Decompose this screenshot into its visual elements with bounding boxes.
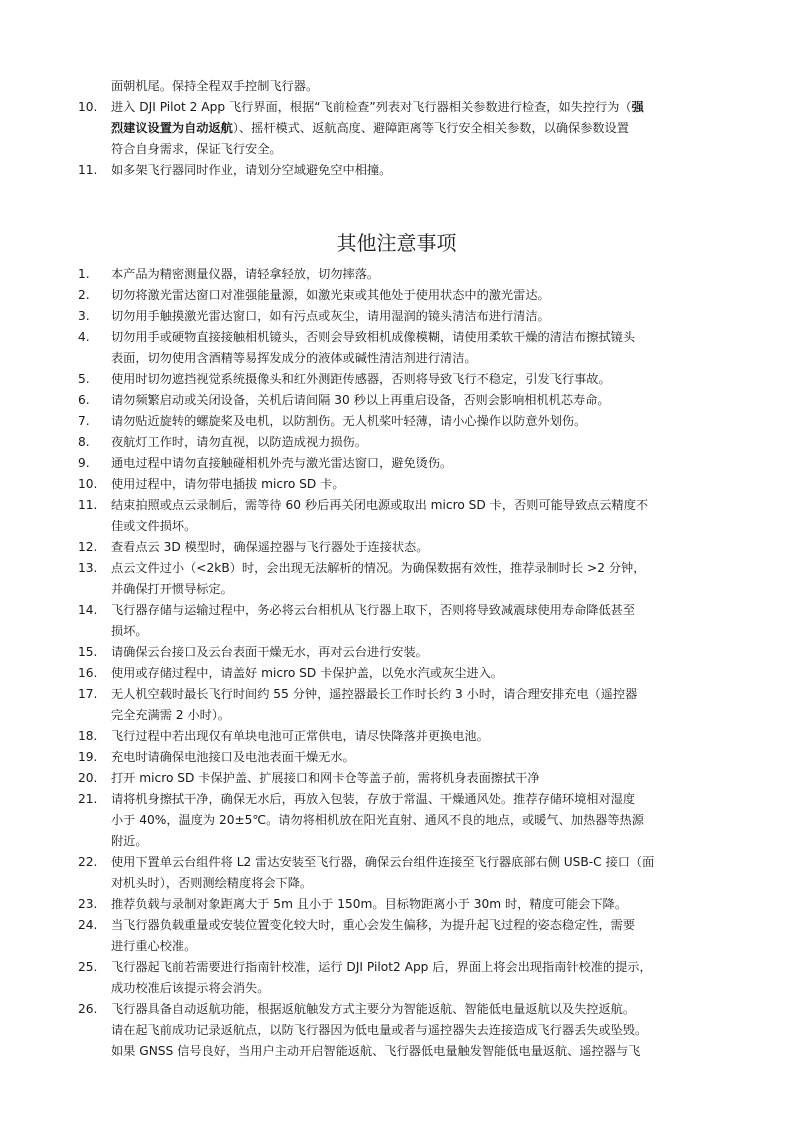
list-item	[78, 663, 728, 684]
list-item	[78, 453, 728, 474]
item-number: 10.	[78, 477, 98, 491]
list-item	[78, 726, 728, 747]
item-text-line: 切勿用手或硬物直接接触相机镜头，否则会导致相机成像模糊，请使用柔软干燥的清洁布擦拭镜头	[111, 330, 636, 344]
item-number: 12.	[78, 540, 98, 554]
item-number: 19.	[78, 750, 98, 764]
item-text	[111, 453, 728, 474]
item-text-line: 对机头时），否则测绘精度将会下降。	[111, 876, 313, 890]
item-text	[111, 306, 728, 327]
item-number: 8.	[78, 435, 90, 449]
item-text-line: 点云文件过小（<2kB）时，会出现无法解析的情况。为确保数据有效性，推荐录制时长 >2 分钟，	[111, 561, 646, 575]
item-number: 7.	[78, 414, 90, 428]
item-text-line: 本产品为精密测量仪器，请轻拿轻放，切勿摔落。	[111, 267, 380, 281]
item-text	[111, 474, 728, 495]
item-text	[111, 495, 728, 537]
item-text-line: 飞行器起飞前若需要进行指南针校准，运行 DJI Pilot2 App 后，界面上将会出现指南针校准的提示，	[111, 960, 652, 974]
item-text	[111, 663, 728, 684]
item-text	[111, 600, 728, 642]
item-text-line: 使用过程中，请勿带电插拔 micro SD 卡。	[111, 477, 345, 491]
item-text	[111, 894, 728, 915]
item-number: 3.	[78, 309, 90, 323]
list-item	[78, 390, 728, 411]
list-item	[78, 852, 728, 894]
bold-text: 烈建议设置为自动返航	[111, 121, 233, 135]
list-item	[78, 369, 728, 390]
list-item	[78, 285, 728, 306]
item-number: 23.	[78, 897, 98, 911]
item-number: 22.	[78, 855, 98, 869]
item-text	[111, 390, 728, 411]
item-text	[111, 642, 728, 663]
item-text-line: 损坏。	[111, 624, 148, 638]
item-text-part: 进入 DJI Pilot 2 App 飞行界面，根据“飞前检查”列表对飞行器相关参数进行检查，如失控行为（	[111, 100, 632, 114]
item-text	[111, 264, 728, 285]
item-number: 9.	[78, 456, 90, 470]
item-text-line: 请将机身擦拭干净，确保无水后，再放入包装，存放于常温、干燥通风处。推荐存储环境相对湿度	[111, 792, 636, 806]
item-number: 2.	[78, 288, 90, 302]
item-text-line: 查看点云 3D 模型时，确保遥控器与飞行器处于连接状态。	[111, 540, 429, 554]
item-text-line: 完全充满需 2 小时）。	[111, 708, 231, 722]
item-text-line: 表面，切勿使用含酒精等易挥发成分的液体或碱性清洁剂进行清洁。	[111, 351, 477, 365]
item-text	[111, 789, 728, 852]
item-number: 10.	[78, 100, 98, 114]
item-9-continuation: 面朝机尾。保持全程双手控制飞行器。	[111, 79, 319, 93]
item-text	[111, 768, 728, 789]
item-number: 18.	[78, 729, 98, 743]
list-item	[78, 411, 728, 432]
item-text-line: 并确保打开惯导标定。	[111, 582, 233, 596]
item-text-line: 充电时请确保电池接口及电池表面干燥无水。	[111, 750, 355, 764]
item-text-line: 无人机空载时最长飞行时间约 55 分钟，遥控器最长工作时长约 3 小时，请合理安排充电（遥控器	[111, 687, 638, 701]
item-number: 17.	[78, 687, 98, 701]
top-list	[78, 76, 718, 181]
list-item	[78, 537, 728, 558]
list-item	[78, 432, 728, 453]
list-item-10	[78, 97, 718, 160]
list-item	[78, 999, 728, 1062]
item-number: 26.	[78, 1002, 98, 1016]
item-text	[111, 999, 728, 1062]
list-item	[78, 642, 728, 663]
list-item	[78, 264, 728, 285]
item-text-line: 推荐负载与录制对象距离大于 5m 且小于 150m。目标物距离小于 30m 时，精度可能会下降。	[111, 897, 627, 911]
item-text	[111, 558, 728, 600]
item-text-line: 使用或存储过程中，请盖好 micro SD 卡保护盖，以免水汽或灰尘进入。	[111, 666, 503, 680]
item-number: 1.	[78, 267, 90, 281]
item-text-line: 飞行器具备自动返航功能，根据返航触发方式主要分为智能返航、智能低电量返航以及失控返航。	[111, 1002, 636, 1016]
list-item	[78, 894, 728, 915]
item-text-part: ）、摇杆模式、返航高度、避障距离等飞行安全相关参数，以确保参数设置	[232, 121, 629, 135]
item-text	[111, 684, 728, 726]
list-item-11	[78, 160, 718, 181]
list-item	[78, 789, 728, 852]
item-text-line: 如果 GNSS 信号良好，当用户主动开启智能返航、飞行器低电量触发智能低电量返航、遥控器与飞	[111, 1044, 641, 1058]
item-text	[111, 537, 728, 558]
item-text-line: 附近。	[111, 834, 148, 848]
item-number: 4.	[78, 330, 90, 344]
item-text	[111, 327, 728, 369]
bold-text: 强	[631, 100, 644, 114]
list-item	[78, 327, 728, 369]
item-text-line: 使用下置单云台组件将 L2 雷达安装至飞行器，确保云台组件连接至飞行器底部右侧 USB-C 接口（面	[111, 855, 655, 869]
list-item	[78, 957, 728, 999]
list-item	[78, 915, 728, 957]
item-text-line: 飞行器存储与运输过程中，务必将云台相机从飞行器上取下，否则将导致减震球使用寿命降低甚至	[111, 603, 636, 617]
item-number: 5.	[78, 372, 90, 386]
precautions-list	[78, 264, 728, 1062]
item-text	[111, 852, 728, 894]
item-text: 如多架飞行器同时作业，请划分空域避免空中相撞。	[111, 163, 392, 177]
list-item	[78, 495, 728, 537]
item-number: 24.	[78, 918, 98, 932]
section-title: 其他注意事项	[336, 231, 457, 255]
item-text	[111, 369, 728, 390]
item-text-line: 通电过程中请勿直接触碰相机外壳与激光雷达窗口，避免烫伤。	[111, 456, 453, 470]
item-text-line: 进行重心校准。	[111, 939, 197, 953]
item-text	[111, 97, 718, 160]
item-text-part: 符合自身需求，保证飞行安全。	[111, 142, 282, 156]
item-text-line: 小于 40%，温度为 20±5℃。请勿将相机放在阳光直射、通风不良的地点，或暖气、加热器等热源	[111, 813, 644, 827]
item-number: 14.	[78, 603, 98, 617]
item-text-line: 使用时切勿遮挡视觉系统摄像头和红外测距传感器，否则将导致飞行不稳定，引发飞行事故。	[111, 372, 611, 386]
item-text-line: 夜航灯工作时，请勿直视，以防造成视力损伤。	[111, 435, 367, 449]
item-text	[111, 957, 728, 999]
item-text	[111, 726, 728, 747]
item-text-line: 打开 micro SD 卡保护盖、扩展接口和网卡仓等盖子前，需将机身表面擦拭干净	[111, 771, 540, 785]
item-text-line: 请在起飞前成功记录返航点，以防飞行器因为低电量或者与遥控器失去连接造成飞行器丢失或坠毁。	[111, 1023, 648, 1037]
list-item	[78, 684, 728, 726]
item-text-line: 佳或文件损坏。	[111, 519, 197, 533]
item-text-line: 飞行过程中若出现仅有单块电池可正常供电，请尽快降落并更换电池。	[111, 729, 489, 743]
item-text-line: 结束拍照或点云录制后，需等待 60 秒后再关闭电源或取出 micro SD 卡，否则可能导致点云精度不	[111, 498, 649, 512]
item-number: 21.	[78, 792, 98, 806]
item-text-line: 当飞行器负载重量或安装位置变化较大时，重心会发生偏移，为提升起飞过程的姿态稳定性，需要	[111, 918, 636, 932]
item-number: 25.	[78, 960, 98, 974]
item-number: 11.	[78, 163, 98, 177]
list-item	[78, 747, 728, 768]
item-text	[111, 285, 728, 306]
item-text-line: 请确保云台接口及云台表面干燥无水，再对云台进行安装。	[111, 645, 428, 659]
item-text	[111, 915, 728, 957]
item-number: 11.	[78, 498, 98, 512]
item-text-line: 切勿用手触摸激光雷达窗口，如有污点或灰尘，请用湿润的镜头清洁布进行清洁。	[111, 309, 550, 323]
list-item	[78, 768, 728, 789]
item-number: 16.	[78, 666, 98, 680]
item-number: 15.	[78, 645, 98, 659]
item-number: 20.	[78, 771, 98, 785]
item-number: 13.	[78, 561, 98, 575]
item-text-line: 切勿将激光雷达窗口对准强能量源，如激光束或其他处于使用状态中的激光雷达。	[111, 288, 550, 302]
list-item	[78, 474, 728, 495]
list-item	[78, 558, 728, 600]
item-text	[111, 411, 728, 432]
item-text	[111, 432, 728, 453]
list-item	[78, 306, 728, 327]
item-number: 6.	[78, 393, 90, 407]
item-text	[111, 747, 728, 768]
item-text-line: 请勿贴近旋转的螺旋桨及电机，以防割伤。无人机桨叶轻薄，请小心操作以防意外划伤。	[111, 414, 587, 428]
item-text-line: 请勿频繁启动或关闭设备，关机后请间隔 30 秒以上再重启设备，否则会影响相机机芯寿命。	[111, 393, 610, 407]
item-text-line: 成功校准后该提示将会消失。	[111, 981, 270, 995]
list-item	[78, 600, 728, 642]
